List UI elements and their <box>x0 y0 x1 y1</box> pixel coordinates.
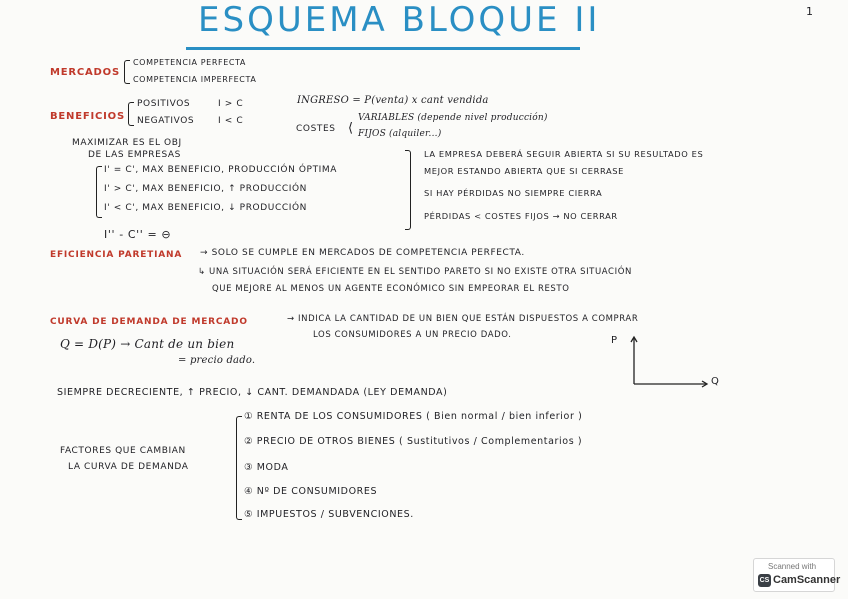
factor-item: ⑤ IMPUESTOS / SUBVENCIONES. <box>244 509 414 520</box>
page-title: ESQUEMA BLOQUE II <box>198 0 601 40</box>
demand-formula-note: = precio dado. <box>178 355 256 366</box>
pq-axes <box>626 334 710 388</box>
eficiencia-sub: ↳ UNA SITUACIÓN SERÁ EFICIENTE EN EL SENTIDO PARETO SI NO EXISTE OTRA SITUACIÓN <box>198 267 632 277</box>
beneficio-condition: I > C <box>218 99 244 109</box>
factor-item: ① RENTA DE LOS CONSUMIDORES ( Bien normal / bien inferior ) <box>244 411 583 422</box>
notes-bracket <box>405 150 411 230</box>
factores-heading: LA CURVA DE DEMANDA <box>68 462 189 472</box>
ingreso-formula: INGRESO = P(venta) x cant vendida <box>297 95 489 106</box>
costes-label: COSTES <box>296 124 336 134</box>
second-derivative: I'' - C'' = ⊖ <box>104 228 172 241</box>
curva-text: LOS CONSUMIDORES A UN PRECIO DADO. <box>313 330 512 340</box>
right-note: LA EMPRESA DEBERÁ SEGUIR ABIERTA SI SU RESULTADO ES <box>424 149 704 159</box>
camscanner-name: CamScanner <box>773 574 841 586</box>
factores-heading: FACTORES QUE CAMBIAN <box>60 446 186 456</box>
right-note: PÉRDIDAS < COSTES FIJOS → NO CERRAR <box>424 211 618 221</box>
factores-bracket <box>236 416 242 520</box>
beneficios-heading: BENEFICIOS <box>50 111 125 122</box>
title-underline <box>186 47 580 50</box>
axis-p-label: P <box>611 335 618 346</box>
scanned-with-label: Scanned with <box>768 562 817 571</box>
page-number: 1 <box>806 5 814 18</box>
costes-item: FIJOS (alquiler...) <box>358 129 442 139</box>
beneficio-item: NEGATIVOS <box>137 116 195 126</box>
mercados-item: COMPETENCIA IMPERFECTA <box>133 75 257 84</box>
beneficio-condition: I < C <box>218 116 244 126</box>
axis-q-label: Q <box>711 376 720 387</box>
rules-bracket <box>96 166 102 218</box>
costes-brace-icon: ⟨ <box>348 121 354 136</box>
demand-formula: Q = D(P) → Cant de un bien <box>60 337 235 351</box>
maximizar-line: MAXIMIZAR ES EL OBJ <box>72 138 182 148</box>
rule-line: I' < C', MAX BENEFICIO, ↓ PRODUCCIÓN <box>104 203 307 213</box>
factor-item: ④ Nº DE CONSUMIDORES <box>244 486 378 497</box>
beneficio-item: POSITIVOS <box>137 99 191 109</box>
maximizar-line: DE LAS EMPRESAS <box>88 150 181 160</box>
curva-heading: CURVA DE DEMANDA DE MERCADO <box>50 317 248 327</box>
beneficios-bracket <box>128 102 134 126</box>
eficiencia-heading: EFICIENCIA PARETIANA <box>50 250 183 260</box>
rule-line: I' > C', MAX BENEFICIO, ↑ PRODUCCIÓN <box>104 184 307 194</box>
factor-item: ② PRECIO DE OTROS BIENES ( Sustitutivos / Complementarios ) <box>244 436 583 447</box>
factor-item: ③ MODA <box>244 462 289 473</box>
mercados-heading: MERCADOS <box>50 67 120 78</box>
right-note: SI HAY PÉRDIDAS NO SIEMPRE CIERRA <box>424 188 603 198</box>
mercados-item: COMPETENCIA PERFECTA <box>133 58 246 67</box>
camscanner-logo-icon: CS <box>758 574 771 587</box>
mercados-bracket <box>124 60 130 84</box>
curva-text: → INDICA LA CANTIDAD DE UN BIEN QUE ESTÁN DISPUESTOS A COMPRAR <box>287 314 639 324</box>
ley-demanda: SIEMPRE DECRECIENTE, ↑ PRECIO, ↓ CANT. DEMANDADA (LEY DEMANDA) <box>57 387 448 398</box>
eficiencia-sub: QUE MEJORE AL MENOS UN AGENTE ECONÓMICO SIN EMPEORAR EL RESTO <box>212 284 570 294</box>
rule-line: I' = C', MAX BENEFICIO, PRODUCCIÓN ÓPTIMA <box>104 165 338 175</box>
camscanner-badge <box>753 558 841 592</box>
costes-item: VARIABLES (depende nivel producción) <box>358 113 548 123</box>
right-note: MEJOR ESTANDO ABIERTA QUE SI CERRASE <box>424 166 624 176</box>
eficiencia-text: → SOLO SE CUMPLE EN MERCADOS DE COMPETENCIA PERFECTA. <box>200 248 525 258</box>
